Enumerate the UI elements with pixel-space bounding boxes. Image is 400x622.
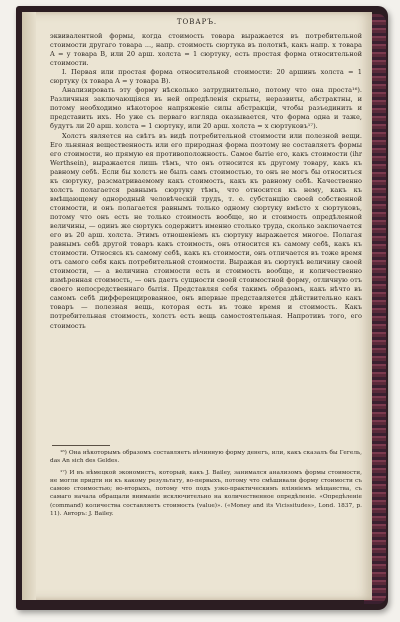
- book-page: [22, 12, 372, 600]
- footnote: ¹⁶) Она нѣкоторымъ образомъ составляетъ вѣчинную форму денегъ, или, какъ сказалъ бы Гегель, das An sich des Geldes.: [50, 450, 362, 465]
- paragraph: эквивалентной формы, когда стоимость товара выражается въ потребительной стоимости другаго товара ..., напр. стоимость сюртука въ полотнѣ, какъ напр. x товара A = y товара B, или 20 арш. холста = 1 сюртуку, есть простая форма относительной стоимости.: [50, 32, 362, 68]
- footnote-rule: [52, 445, 110, 446]
- footnotes: [50, 449, 362, 521]
- footnote: ¹⁷) И въ нѣмецкой экономистъ, который, какъ J. Bailey, занимался анализомъ формы стоимости, не могли придти ни къ какому результату, во-первыхъ, потому что смѣшивали форму стоимости съ самою стоимостью; во-вторыхъ, потому что подъ узко-практическимъ влiянiемъ мѣщанства, съ самаго начала обращали вниманiе исключительно на количественное опредѣленiе. «Опредѣленiе (command) количества составляетъ стоимость (value)». («Money and its Vicissitudes», Lond. 1837, p. 11). Авторъ: J. Bailey.: [50, 469, 362, 518]
- paragraph: Холстъ является на свѣтъ въ видѣ потребительной стоимости или полезной вещи. Его льняная вещественность или его природная форма поэтому не составляетъ формы его стоимости, но прямую ея противоположность. Самое бытiе его, какъ стоимости (ihr Werthsein), выражается лишь тѣмъ, что онъ относится къ другому товару, какъ къ равному себѣ. Если бы холстъ не былъ самъ стоимостью, то онъ не могъ бы относиться къ сюртуку, разсматриваемому какъ стоимость, какъ къ равному себѣ. Качественно холстъ полагается равнымъ сюртуку тѣмъ, что относится къ нему, какъ къ вмѣщающему однородный человѣческiй трудъ, т. е. субстанцiю своей собственной стоимости, и онъ полагается равнымъ только одному сюртуку вмѣсто x сюртуковъ, потому что онъ есть не только стоимость вообще, но и стоимость опредѣленной величины, — одинъ же сюртукъ содержитъ именно столько труда, сколько заключается его въ 20 арш. холста. Этимъ отношенiемъ къ сюртуку выражается многое. Полагая равнымъ себѣ другой товаръ какъ стоимость, онъ относится къ самому себѣ, какъ къ стоимости. Относясь къ самому себѣ, какъ къ стоимости, онъ отличается въ тоже время отъ самого себя какъ потребительной стоимости. Выражая въ сюртукѣ величину своей стоимости, — а величина стоимости есть и стоимость вообще, и количественно измѣренная стоимость, — онъ даетъ сущности своей стоимостной форму, отличную отъ своего непосредственнаго бытiя. Представляя себя такимъ образомъ, какъ нѣчто въ самомъ себѣ дифференцированное, онъ впервые представляется дѣйствительно какъ товаръ — полезная вещь, которая есть въ тоже время и стоимость. Какъ потребительная стоимость, холстъ есть вещь самостоятельная. Напротивъ того, его стоимость: [50, 131, 362, 330]
- paragraph: I. Первая или простая форма относительной стоимости: 20 аршинъ холста = 1 сюртуку (x товара A = y товара B).: [50, 68, 362, 86]
- body-text: [50, 32, 362, 331]
- page-gutter: [22, 12, 36, 600]
- running-head: ТОВАРЪ.: [176, 18, 218, 26]
- paragraph: Анализировать эту форму нѣсколько затруднительно, потому что она проста¹⁶). Различныя заключающiяся въ ней опредѣленiя скрыты, неразвиты, абстрактны, и потому необходимо нѣкоторое напряженiе силы абстракцiи, чтобы разъединить и представить ихъ. Но уже съ перваго взгляда оказывается, что форма одна и таже, будутъ ли 20 арш. холста = 1 сюртуку, или 20 арш. холста = x сюртуковъ¹⁷).: [50, 86, 362, 131]
